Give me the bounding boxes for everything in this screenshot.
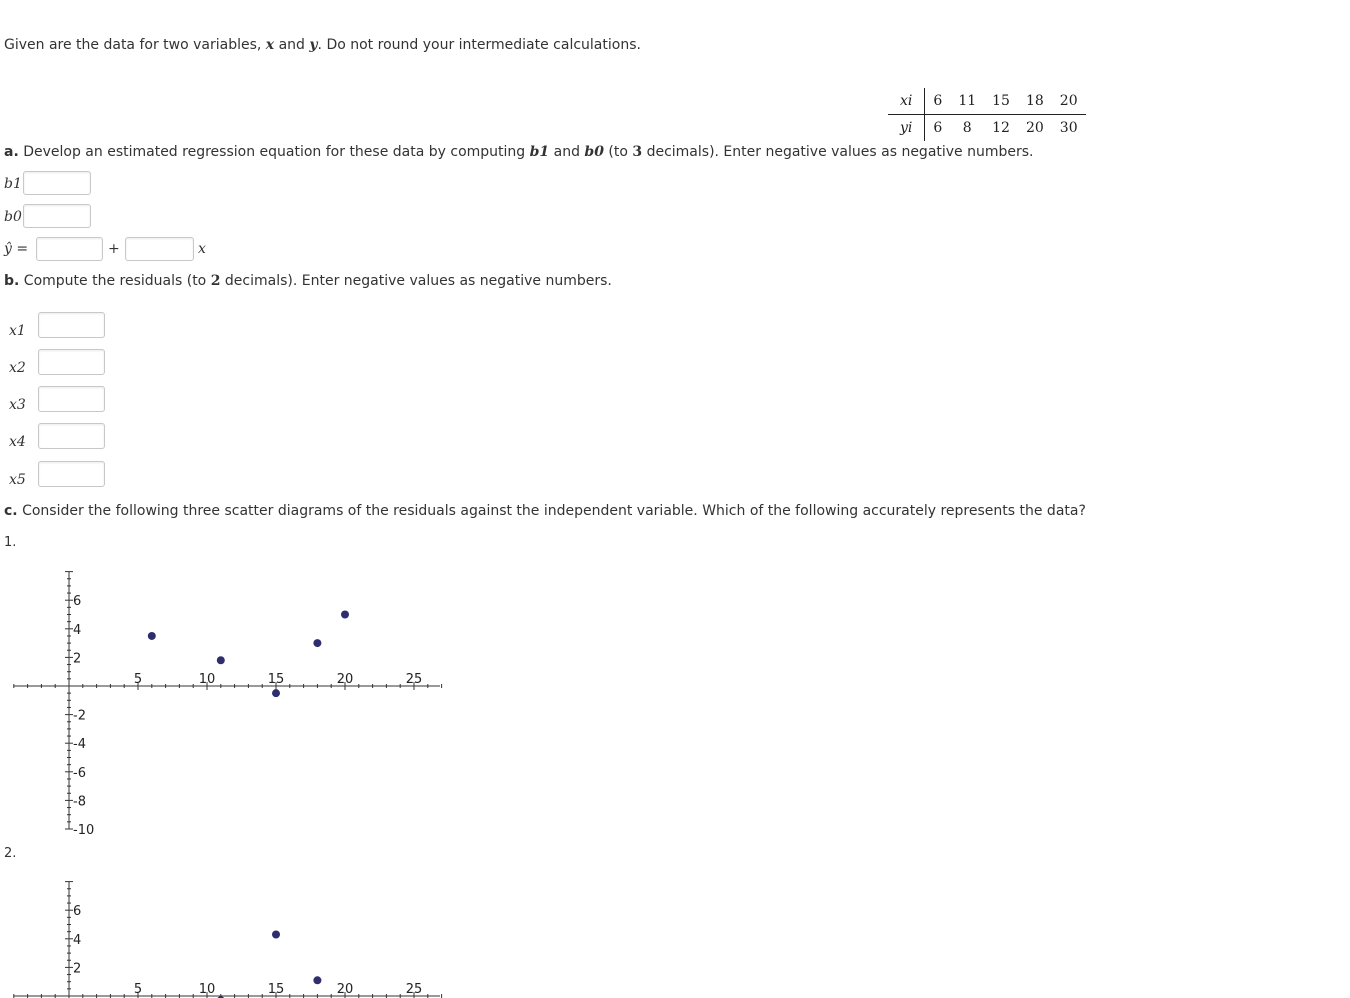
y-value: 20	[1025, 120, 1044, 136]
residual-label-x2: x2	[9, 360, 26, 376]
y-tick-label: 4	[73, 932, 82, 948]
y-value: 6	[933, 120, 943, 136]
data-point	[272, 689, 280, 697]
data-table-y-row	[888, 115, 1086, 142]
var-y: y	[309, 37, 318, 53]
part-b-prefix: b.	[4, 273, 20, 289]
x-tick-label: 20	[336, 982, 354, 997]
data-point	[313, 639, 321, 647]
y-tick-label: 2	[73, 651, 82, 667]
x-tick-label: 10	[198, 672, 216, 687]
y-value: 12	[992, 120, 1010, 136]
var-x: x	[265, 37, 275, 53]
part-a-text-pre: Develop an estimated regression equation for these data by computing	[18, 144, 530, 160]
residual-label-x1: x1	[9, 323, 26, 339]
b1-label: b1	[4, 176, 22, 192]
y-value: 8	[962, 120, 972, 136]
residual-scatter-plot-1[interactable]	[0, 560, 460, 840]
y-tick-label: -8	[73, 794, 86, 810]
residual-label-x5: x5	[9, 472, 26, 488]
part-b-text-pre: Compute the residuals (to	[19, 273, 211, 289]
y-tick-label: -4	[73, 737, 86, 753]
slope-input[interactable]	[125, 237, 194, 261]
b1-input[interactable]	[23, 171, 91, 195]
x-tick-label: 15	[267, 672, 285, 687]
yhat-label: ŷ =	[4, 241, 29, 257]
part-a-text-mid: (to	[603, 144, 633, 160]
intro-text-pre: Given are the data for two variables,	[4, 37, 266, 53]
part-a-decimals: 3	[632, 144, 643, 160]
y-tick-label: 2	[73, 961, 82, 977]
x-row-label: xi	[888, 88, 925, 115]
y-tick-label: 6	[73, 904, 82, 920]
b1-symbol: b1	[529, 144, 550, 160]
data-point	[341, 611, 349, 619]
intro-text-mid: and	[274, 37, 310, 53]
part-c-text: Consider the following three scatter diagrams of the residuals against the independent variable. Which of the following accurately represents the data?	[17, 503, 1086, 519]
x-tick-label: 15	[267, 982, 285, 997]
option-1-label: 1.	[4, 535, 17, 550]
x-value: 20	[1052, 88, 1086, 115]
residual-input-x1[interactable]	[38, 312, 105, 338]
part-b-question	[4, 273, 612, 290]
b0-input[interactable]	[23, 204, 91, 228]
b0-label: b0	[4, 209, 22, 225]
data-point	[272, 931, 280, 939]
residual-input-x5[interactable]	[38, 461, 105, 487]
part-c-prefix: c.	[4, 503, 18, 519]
x-variable-label: x	[198, 241, 206, 257]
y-tick-label: 4	[73, 622, 82, 638]
y-value: 30	[1059, 120, 1078, 136]
part-a-text-post: decimals). Enter negative values as negative numbers.	[642, 144, 1034, 160]
data-table	[888, 88, 1086, 141]
residual-input-x3[interactable]	[38, 386, 105, 412]
part-a-prefix: a.	[4, 144, 19, 160]
y-tick-label: -6	[73, 765, 86, 781]
y-tick-label: -2	[73, 708, 86, 724]
intro-text	[4, 37, 641, 54]
part-c-question	[4, 503, 1086, 520]
intro-text-post: . Do not round your intermediate calculations.	[317, 37, 641, 53]
part-b-decimals: 2	[210, 273, 221, 289]
residual-scatter-plot-2[interactable]	[0, 870, 460, 998]
x-value: 6	[925, 88, 950, 115]
x-tick-label: 10	[198, 982, 216, 997]
y-row-label: yi	[888, 115, 925, 142]
residual-label-x4: x4	[9, 434, 26, 450]
part-b-text-post: decimals). Enter negative values as negative numbers.	[220, 273, 612, 289]
x-value: 11	[950, 88, 984, 115]
plus-sign: +	[108, 241, 120, 257]
x-value: 15	[984, 88, 1018, 115]
x-tick-label: 25	[405, 982, 423, 997]
x-tick-label: 5	[133, 672, 143, 687]
residual-label-x3: x3	[9, 397, 26, 413]
data-point	[313, 976, 321, 984]
option-2-label: 2.	[4, 846, 17, 861]
data-point	[217, 656, 225, 664]
data-table-x-row	[888, 88, 1086, 115]
x-value: 18	[1018, 88, 1052, 115]
x-tick-label: 25	[405, 672, 423, 687]
b0-symbol: b0	[584, 144, 604, 160]
residual-input-x4[interactable]	[38, 423, 105, 449]
intercept-input[interactable]	[36, 237, 103, 261]
part-a-and: and	[549, 144, 585, 160]
data-point	[148, 632, 156, 640]
x-tick-label: 20	[336, 672, 354, 687]
residual-input-x2[interactable]	[38, 349, 105, 375]
x-tick-label: 5	[133, 982, 143, 997]
y-tick-label: -10	[73, 823, 95, 838]
part-a-question	[4, 144, 1034, 161]
y-tick-label: 6	[73, 594, 82, 610]
